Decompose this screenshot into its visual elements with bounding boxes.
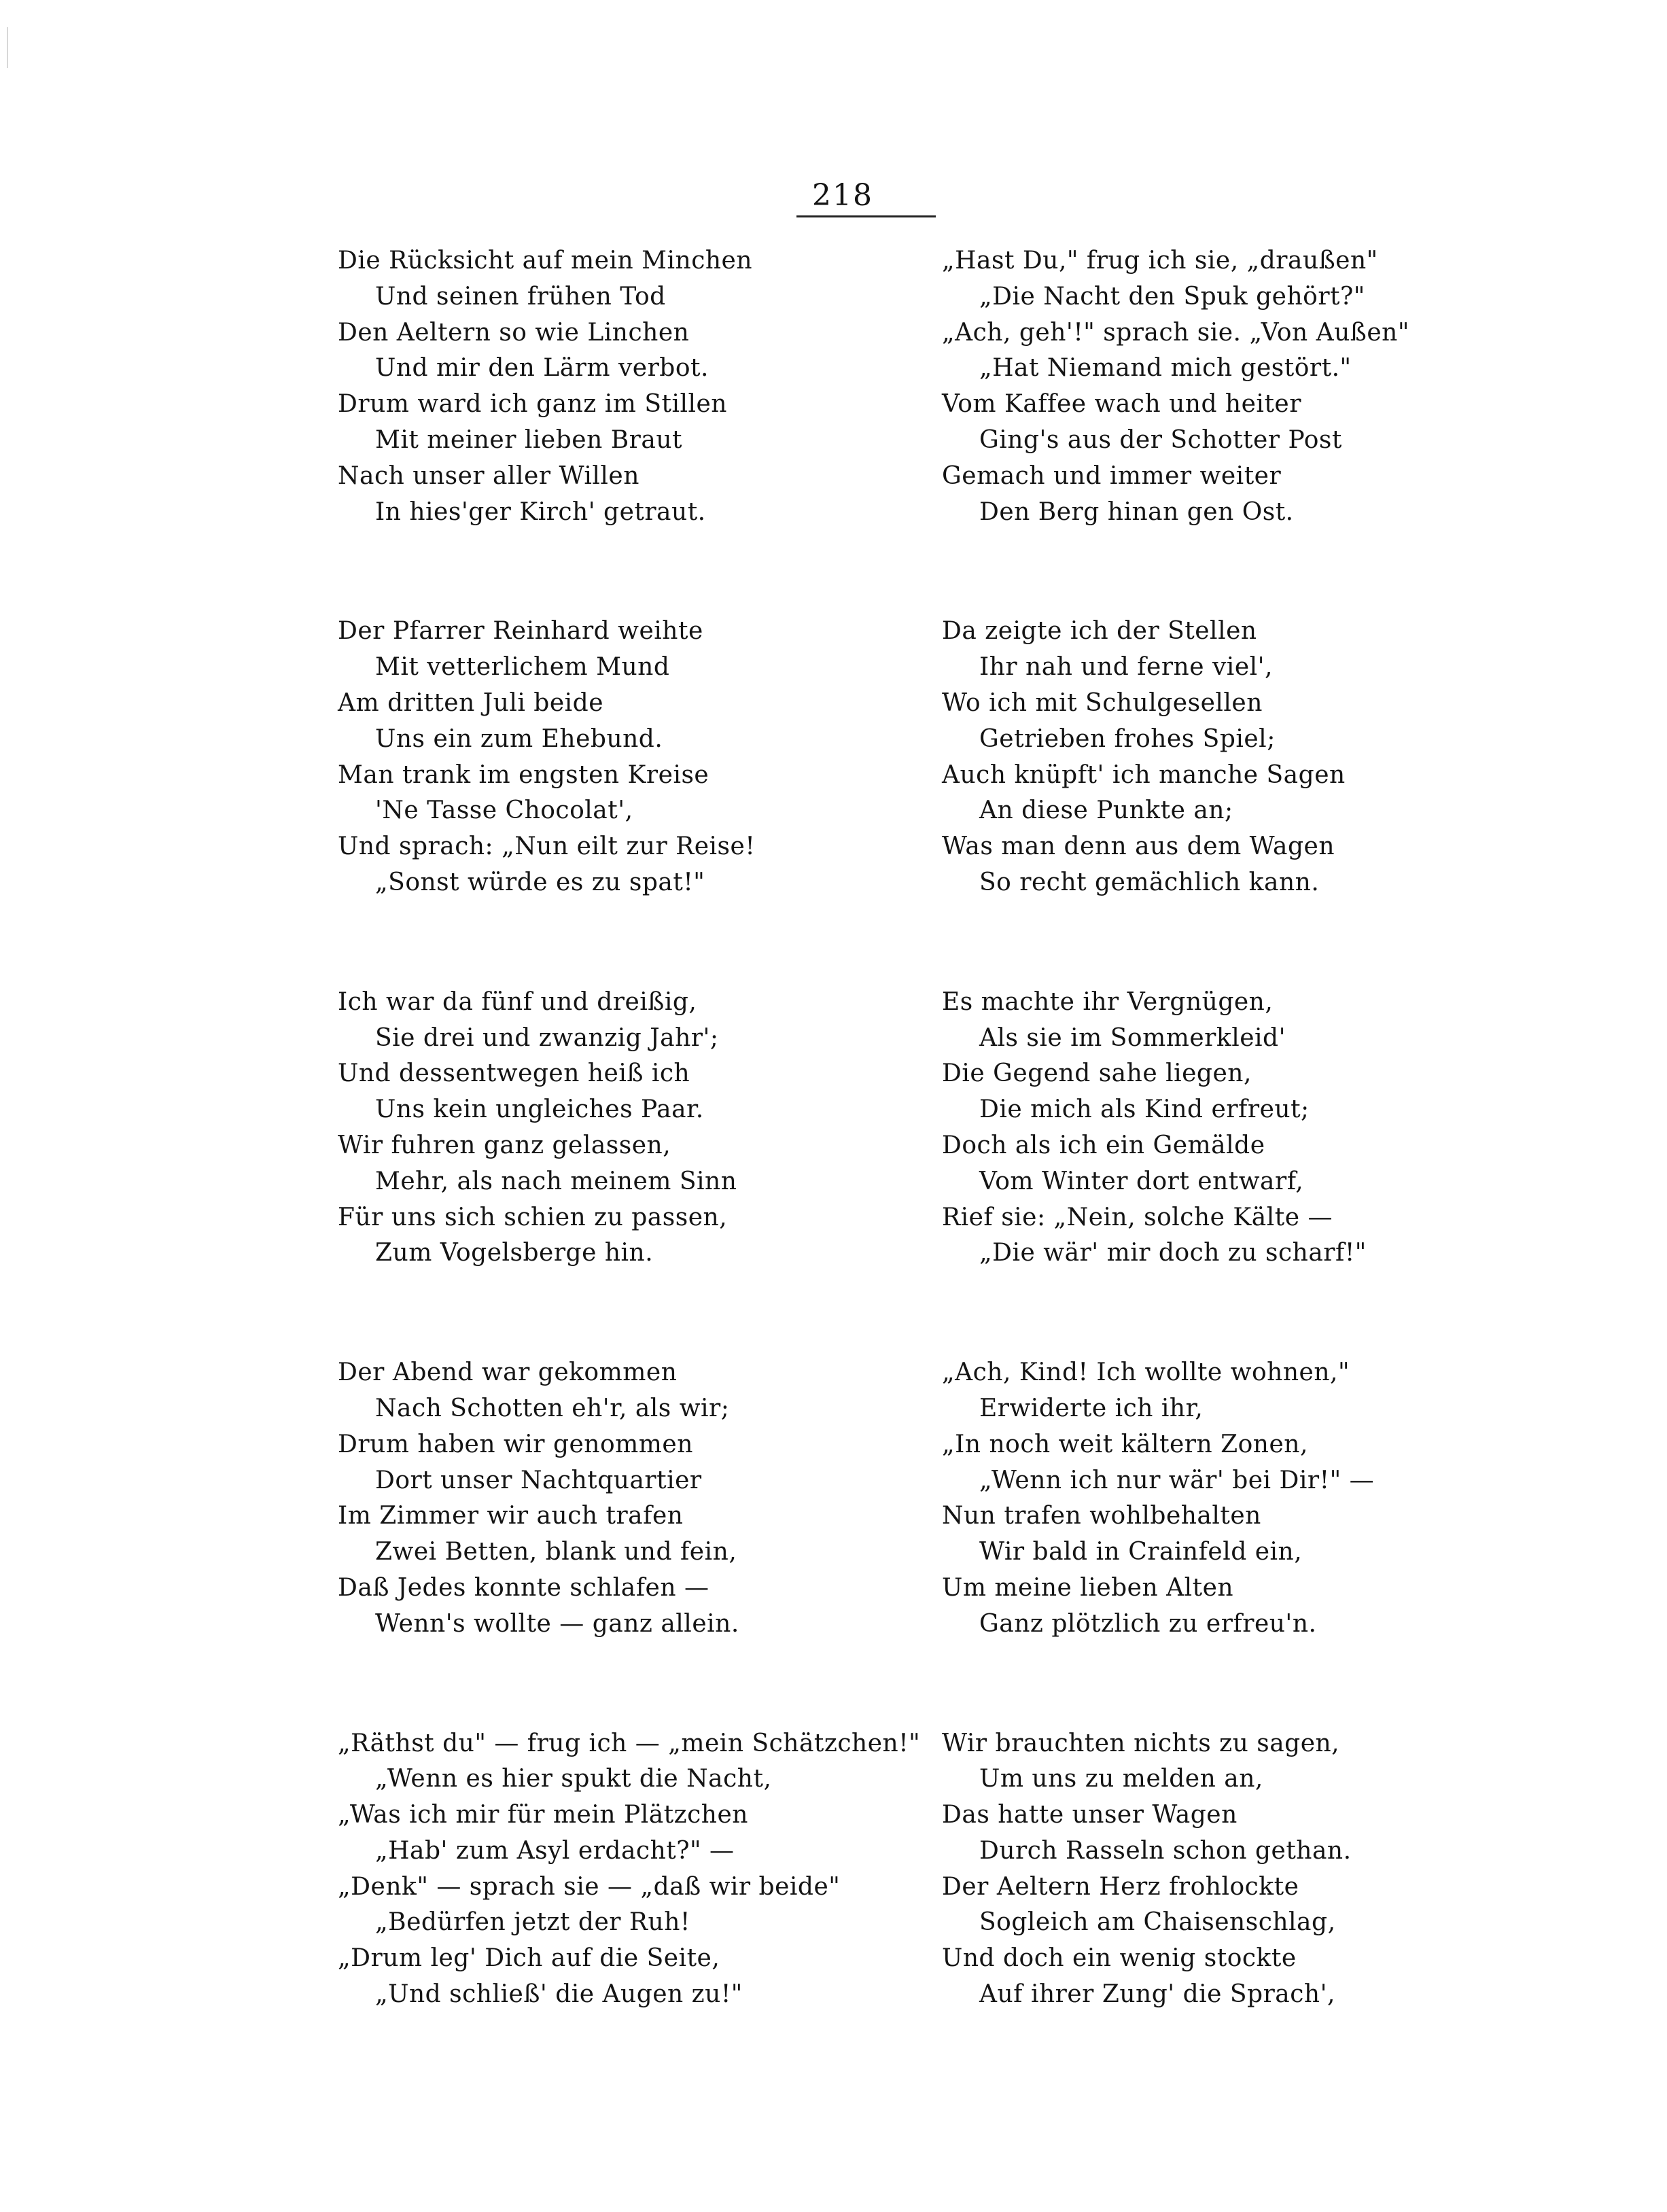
verse-line: Doch als ich ein Gemälde	[942, 1131, 1265, 1159]
verse-line: Mehr, als nach meinem Sinn	[375, 1167, 737, 1195]
stanza-8	[942, 985, 1554, 1271]
verse-line: Mit vetterlichem Mund	[375, 653, 670, 682]
verse-line: Daß Jedes konnte schlafen —	[338, 1573, 709, 1602]
verse-line: Gemach und immer weiter	[942, 461, 1282, 490]
verse-line: Und seinen frühen Tod	[375, 282, 666, 311]
poem-column-right	[942, 243, 1554, 2096]
verse-line: „Räthst du" — frug ich — „mein Schätzchen!"	[338, 1729, 921, 1757]
verse-line: „Denk" — sprach sie — „daß wir beide"	[338, 1872, 841, 1901]
verse-line: Uns kein ungleiches Paar.	[375, 1095, 704, 1124]
verse-line: Man trank im engsten Kreise	[338, 760, 709, 789]
verse-line: Die Rücksicht auf mein Minchen	[338, 247, 753, 275]
verse-line: Der Abend war gekommen	[338, 1358, 678, 1387]
verse-line: Als sie im Sommerkleid'	[979, 1023, 1286, 1052]
verse-line: „Ach, Kind! Ich wollte wohnen,"	[942, 1358, 1350, 1387]
verse-line: Nach Schotten eh'r, als wir;	[375, 1394, 730, 1422]
verse-line: „In noch weit kältern Zonen,	[942, 1430, 1308, 1458]
page-edge-mark	[7, 27, 8, 68]
stanza-3	[338, 985, 949, 1271]
verse-line: Ging's aus der Schotter Post	[979, 425, 1342, 454]
verse-line: Sogleich am Chaisenschlag,	[979, 1908, 1336, 1937]
verse-line: Drum haben wir genommen	[338, 1430, 693, 1458]
stanza-1	[338, 243, 949, 530]
verse-line: Den Berg hinan gen Ost.	[979, 497, 1294, 526]
verse-line: Für uns sich schien zu passen,	[338, 1203, 728, 1231]
verse-line: Zum Vogelsberge hin.	[375, 1239, 654, 1267]
verse-line: „Wenn ich nur wär' bei Dir!" —	[979, 1466, 1375, 1494]
stanza-7	[942, 614, 1554, 900]
verse-line: Das hatte unser Wagen	[942, 1801, 1238, 1829]
verse-line: „Und schließ' die Augen zu!"	[375, 1980, 743, 2009]
page-number-rule	[796, 215, 936, 217]
stanza-2	[338, 614, 949, 900]
verse-line: Und sprach: „Nun eilt zur Reise!	[338, 832, 756, 861]
verse-line: Durch Rasseln schon gethan.	[979, 1836, 1352, 1865]
verse-line: Auch knüpft' ich manche Sagen	[942, 760, 1346, 789]
verse-line: Auf ihrer Zung' die Sprach',	[979, 1980, 1335, 2009]
verse-line: In hies'ger Kirch' getraut.	[375, 497, 706, 526]
verse-line: Uns ein zum Ehebund.	[375, 724, 663, 753]
verse-line: 'Ne Tasse Chocolat',	[375, 796, 633, 825]
verse-line: Rief sie: „Nein, solche Kälte —	[942, 1203, 1333, 1231]
verse-line: Den Aeltern so wie Linchen	[338, 318, 690, 347]
verse-line: Ganz plötzlich zu erfreu'n.	[979, 1609, 1317, 1638]
verse-line: „Was ich mir für mein Plätzchen	[338, 1801, 748, 1829]
verse-line: „Sonst würde es zu spat!"	[375, 868, 705, 896]
verse-line: Erwiderte ich ihr,	[979, 1394, 1204, 1422]
stanza-10	[942, 1726, 1554, 2013]
verse-line: Drum ward ich ganz im Stillen	[338, 390, 727, 419]
verse-line: Ihr nah und ferne viel',	[979, 653, 1273, 682]
verse-line: „Hast Du," frug ich sie, „draußen"	[942, 247, 1378, 275]
verse-line: Wir brauchten nichts zu sagen,	[942, 1729, 1340, 1757]
verse-line: So recht gemächlich kann.	[979, 868, 1320, 896]
stanza-4	[338, 1355, 949, 1642]
verse-line: „Wenn es hier spukt die Nacht,	[375, 1765, 772, 1793]
verse-line: Dort unser Nachtquartier	[375, 1466, 702, 1494]
verse-line: Wir fuhren ganz gelassen,	[338, 1131, 671, 1159]
poem-column-left	[338, 243, 949, 2096]
verse-line: Nun trafen wohlbehalten	[942, 1502, 1261, 1530]
verse-line: „Hab' zum Asyl erdacht?" —	[375, 1836, 735, 1865]
verse-line: Der Pfarrer Reinhard weihte	[338, 617, 703, 646]
verse-line: Mit meiner lieben Braut	[375, 425, 682, 454]
verse-line: Im Zimmer wir auch trafen	[338, 1502, 684, 1530]
verse-line: „Drum leg' Dich auf die Seite,	[338, 1944, 720, 1973]
verse-line: Zwei Betten, blank und fein,	[375, 1538, 737, 1566]
verse-line: Vom Kaffee wach und heiter	[942, 390, 1301, 419]
verse-line: Getrieben frohes Spiel;	[979, 724, 1276, 753]
verse-line: Um uns zu melden an,	[979, 1765, 1263, 1793]
verse-line: Wir bald in Crainfeld ein,	[979, 1538, 1303, 1566]
stanza-6	[942, 243, 1554, 530]
verse-line: Die Gegend sahe liegen,	[942, 1059, 1252, 1088]
stanza-5	[338, 1726, 949, 2013]
verse-line: Am dritten Juli beide	[338, 688, 604, 717]
verse-line: Was man denn aus dem Wagen	[942, 832, 1335, 861]
page-number: 218	[812, 178, 873, 213]
verse-line: „Bedürfen jetzt der Ruh!	[375, 1908, 690, 1937]
verse-line: Der Aeltern Herz frohlockte	[942, 1872, 1299, 1901]
verse-line: „Hat Niemand mich gestört."	[979, 354, 1352, 383]
verse-line: Ich war da fünf und dreißig,	[338, 987, 697, 1016]
verse-line: Da zeigte ich der Stellen	[942, 617, 1257, 646]
verse-line: Es machte ihr Vergnügen,	[942, 987, 1274, 1016]
verse-line: Sie drei und zwanzig Jahr';	[375, 1023, 719, 1052]
stanza-9	[942, 1355, 1554, 1642]
verse-line: Die mich als Kind erfreut;	[979, 1095, 1310, 1124]
verse-line: „Die wär' mir doch zu scharf!"	[979, 1239, 1367, 1267]
verse-line: Wenn's wollte — ganz allein.	[375, 1609, 739, 1638]
verse-line: Und dessentwegen heiß ich	[338, 1059, 690, 1088]
verse-line: Um meine lieben Alten	[942, 1573, 1234, 1602]
verse-line: Wo ich mit Schulgesellen	[942, 688, 1263, 717]
verse-line: Und doch ein wenig stockte	[942, 1944, 1297, 1973]
verse-line: An diese Punkte an;	[979, 796, 1233, 825]
verse-line: Vom Winter dort entwarf,	[979, 1167, 1304, 1195]
verse-line: „Die Nacht den Spuk gehört?"	[979, 282, 1365, 311]
verse-line: Nach unser aller Willen	[338, 461, 639, 490]
verse-line: Und mir den Lärm verbot.	[375, 354, 709, 383]
verse-line: „Ach, geh'!" sprach sie. „Von Außen"	[942, 318, 1409, 347]
